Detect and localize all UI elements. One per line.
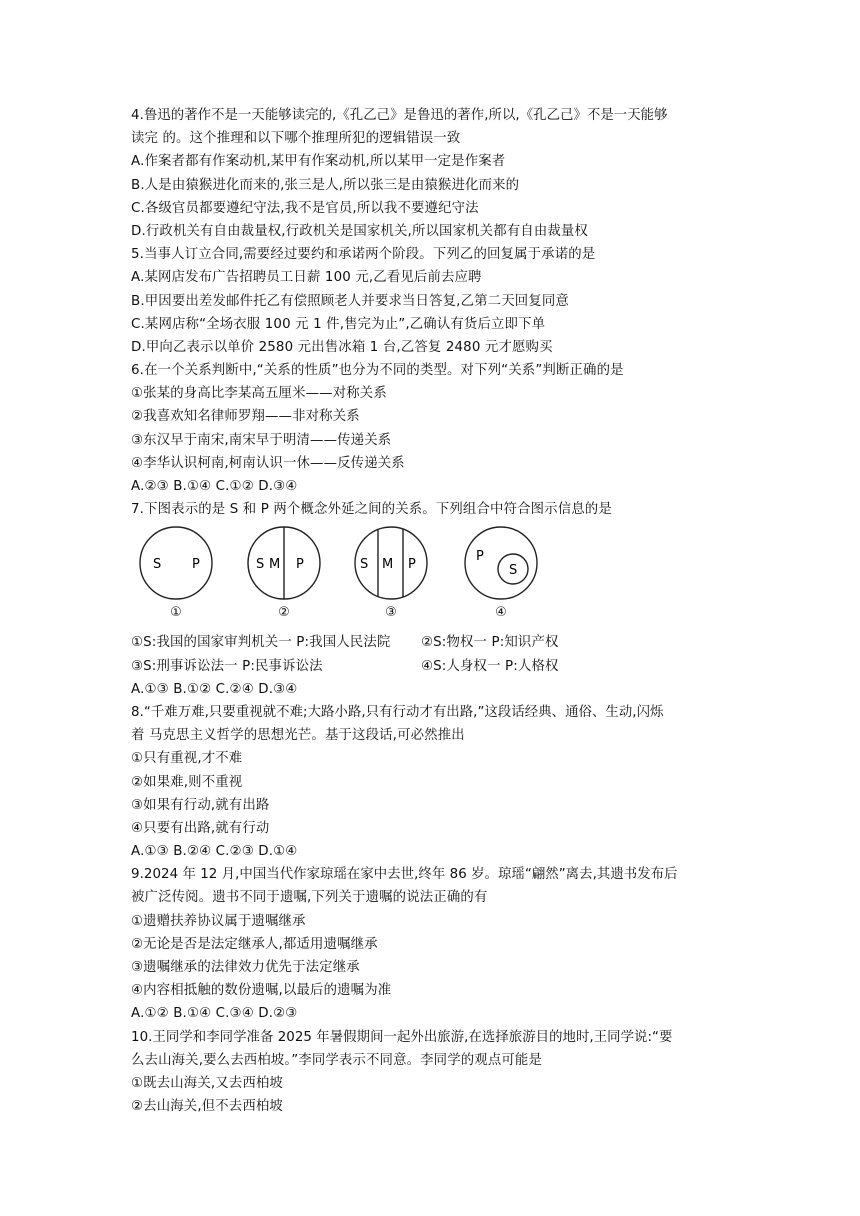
q9-choices: A.①② B.①④ C.③④ D.②③ [131, 1006, 298, 1022]
q10-item-1: ①既去山海关,又去西柏坡 [131, 1075, 283, 1091]
q4-option-b: B.人是由猿猴进化而来的,张三是人,所以张三是由猿猴进化而来的 [131, 177, 520, 193]
q7-choices: A.①③ B.①② C.②④ D.③④ [131, 681, 298, 697]
q4-stem-line1: 4.鲁迅的著作不是一天能够读完的,《孔乙己》是鲁迅的著作,所以,《孔乙己》不是一天能够 [131, 108, 668, 123]
q4-option-d: D.行政机关有自由裁量权,行政机关是国家机关,所以国家机关都有自由裁量权 [131, 223, 588, 239]
q6-item-4: ④李华认识柯南,柯南认识一休——反传递关系 [131, 455, 405, 471]
fig2-letter-s: S [256, 557, 265, 573]
q7-stem: 7.下图表示的是 S 和 P 两个概念外延之间的关系。下列组合中符合图示信息的是 [131, 502, 612, 518]
q8-choices: A.①③ B.②④ C.②③ D.①④ [131, 844, 298, 860]
q7-item-1: ①S:我国的国家审判机关一 P:我国人民法院 [131, 635, 391, 651]
fig3-letter-p: P [408, 557, 416, 573]
q9-stem-line2: 被广泛传阅。遗书不同于遗嘱,下列关于遗嘱的说法正确的有 [131, 890, 488, 906]
fig3-letter-s: S [360, 557, 369, 573]
fig1-number: ① [170, 605, 182, 621]
q9-item-4: ④内容相抵触的数份遗嘱,以最后的遗嘱为准 [131, 983, 392, 999]
venn-figure-2 [239, 525, 329, 627]
q8-item-2: ②如果难,则不重视 [131, 774, 243, 790]
q9-item-3: ③遗嘱继承的法律效力优先于法定继承 [131, 960, 360, 975]
venn-figure-3 [346, 525, 436, 627]
q5-stem: 5.当事人订立合同,需要经过要约和承诺两个阶段。下列乙的回复属于承诺的是 [131, 247, 596, 263]
q8-item-1: ①只有重视,才不难 [131, 751, 243, 767]
q10-stem-line1: 10.王同学和李同学准备 2025 年暑假期间一起外出旅游,在选择旅游目的地时,王同学说:“要 [131, 1029, 673, 1045]
q7-item-2: ②S:物权一 P:知识产权 [421, 635, 559, 651]
fig4-number: ④ [495, 605, 507, 621]
fig2-number: ② [278, 605, 290, 621]
q7-item-4: ④S:人身权一 P:人格权 [421, 658, 559, 674]
q6-item-1: ①张某的身高比李某高五厘米——对称关系 [131, 386, 387, 402]
q4-stem-line2: 读完 的。这个推理和以下哪个推理所犯的逻辑错误一致 [131, 131, 461, 147]
q8-stem-line1: 8.“千难万难,只要重视就不难;大路小路,只有行动才有出路,”这段话经典、通俗、生动,闪烁 [131, 704, 664, 720]
q8-item-4: ④只要有出路,就有行动 [131, 820, 270, 836]
q6-item-3: ③东汉早于南宋,南宋早于明清——传递关系 [131, 432, 392, 448]
q9-stem-line1: 9.2024 年 12 月,中国当代作家琼瑶在家中去世,终年 86 岁。琼瑶“翩然”离去,其遗书发布后 [131, 867, 678, 883]
q7-items-row2 [131, 655, 741, 678]
q4-option-a: A.作案者都有作案动机,某甲有作案动机,所以某甲一定是作案者 [131, 154, 506, 170]
document-page [131, 104, 741, 1118]
q7-venn-figures [131, 525, 741, 627]
q9-item-2: ②无论是否是法定继承人,都适用遗嘱继承 [131, 936, 378, 952]
fig4-letter-s: S [509, 563, 518, 579]
fig3-letter-m: M [382, 557, 394, 573]
q8-item-3: ③如果有行动,就有出路 [131, 797, 270, 813]
fig2-letter-p: P [296, 557, 304, 573]
q6-choices: A.②③ B.①④ C.①② D.③④ [131, 479, 298, 494]
q5-option-b: B.甲因要出差发邮件托乙有偿照顾老人并要求当日答复,乙第二天回复同意 [131, 293, 569, 309]
q10-stem-line2: 么去山海关,要么去西柏坡。”李同学表示不同意。李同学的观点可能是 [131, 1052, 543, 1068]
fig1-letter-p: P [192, 557, 200, 573]
fig1-letter-s: S [153, 557, 162, 573]
q9-item-1: ①遗赠扶养协议属于遗嘱继承 [131, 913, 306, 929]
venn-figure-4 [456, 525, 546, 627]
q5-option-a: A.某网店发布广告招聘员工日薪 100 元,乙看见后前去应聘 [131, 270, 482, 286]
q4-option-c: C.各级官员都要遵纪守法,我不是官员,所以我不要遵纪守法 [131, 200, 479, 216]
q10-item-2: ②去山海关,但不去西柏坡 [131, 1099, 283, 1115]
fig3-number: ③ [385, 605, 397, 621]
q7-item-3: ③S:刑事诉讼法一 P:民事诉讼法 [131, 658, 323, 674]
q6-stem: 6.在一个关系判断中,“关系的性质”也分为不同的类型。对下列“关系”判断正确的是 [131, 363, 624, 379]
q6-item-2: ②我喜欢知名律师罗翔——非对称关系 [131, 409, 360, 425]
q7-items-row1 [131, 631, 741, 654]
q8-stem-line2: 着 马克思主义哲学的思想光芒。基于这段话,可必然推出 [131, 728, 465, 744]
q5-option-c: C.某网店称“全场衣服 100 元 1 件,售完为止”,乙确认有货后立即下单 [131, 316, 546, 332]
venn-figure-1 [131, 525, 221, 627]
q5-option-d: D.甲向乙表示以单价 2580 元出售冰箱 1 台,乙答复 2480 元才愿购买 [131, 339, 553, 355]
fig2-letter-m: M [269, 557, 281, 573]
fig4-letter-p: P [476, 549, 484, 565]
